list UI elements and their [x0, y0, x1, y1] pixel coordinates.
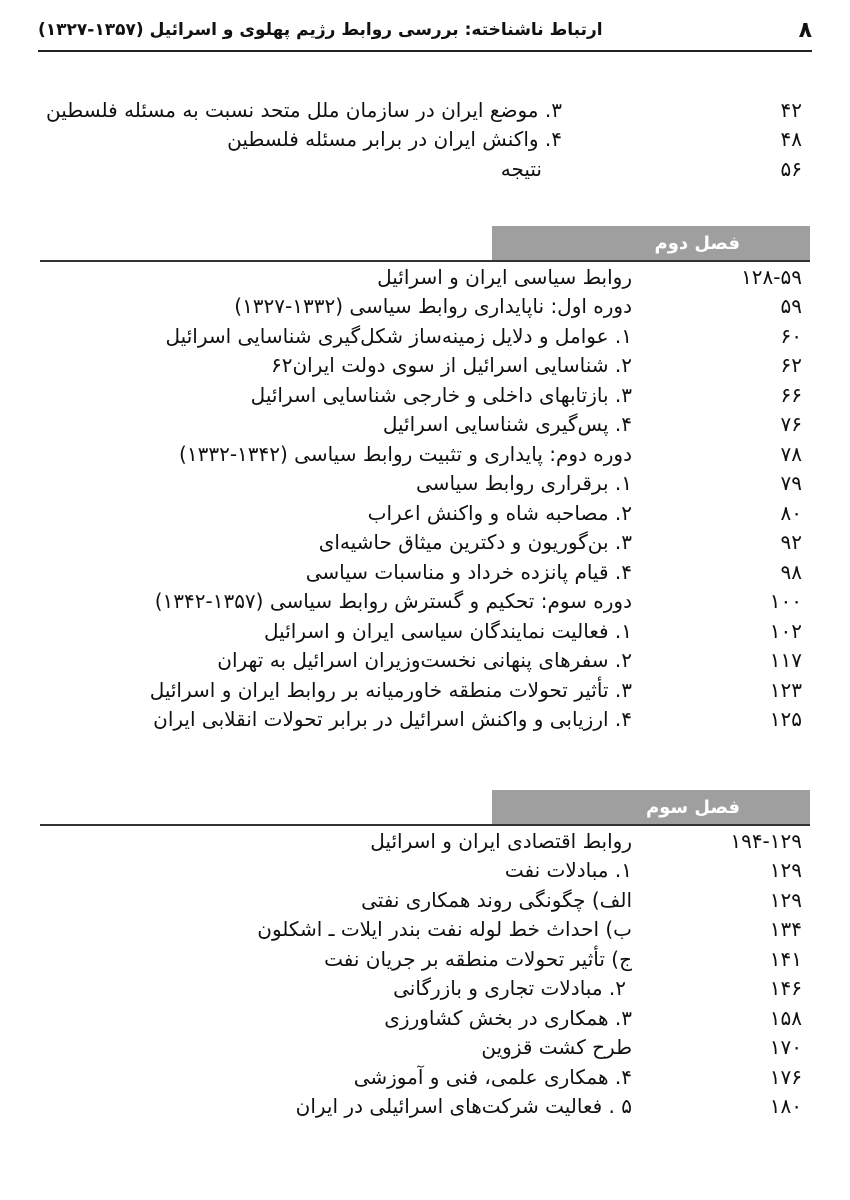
toc-title: روابط سیاسی ایران و اسرائیل	[377, 264, 632, 289]
toc-page: ۹۲	[780, 530, 802, 555]
toc-entry	[40, 292, 810, 322]
toc-page: ۹۸	[780, 559, 802, 584]
chapter-heading	[492, 226, 810, 260]
toc-title: ۲. شناسایی اسرائیل از سوی دولت ایران۶۲	[270, 353, 632, 378]
toc-entry	[40, 410, 810, 440]
toc-entry	[40, 616, 810, 646]
toc-intro	[40, 95, 810, 184]
toc-title: ۴. همکاری علمی، فنی و آموزشی	[353, 1064, 632, 1089]
toc-page: ۱۷۶	[769, 1064, 802, 1089]
toc-entry	[40, 154, 810, 184]
toc-entry	[40, 1033, 810, 1063]
toc-page: ۶۶	[780, 382, 802, 407]
toc-title: ۳. تأثیر تحولات منطقه خاورمیانه بر روابط ایران و اسرائیل	[149, 677, 632, 702]
toc-entry	[40, 587, 810, 617]
toc-page: ۱۳۴	[769, 917, 802, 942]
running-title: ارتباط ناشناخته: بررسی روابط رژیم پهلوی و اسرائیل (۱۳۵۷-۱۳۲۷)	[38, 20, 603, 40]
toc-page: ۱۹۴-۱۲۹	[730, 828, 802, 853]
toc-title: ب) احداث خط لوله نفت بندر ایلات ـ اشکلون	[257, 917, 632, 942]
toc-page: ۱۴۶	[769, 976, 802, 1001]
toc-title: ۱. برقراری روابط سیاسی	[416, 471, 632, 496]
toc-entry	[40, 125, 810, 155]
toc-entry	[40, 974, 810, 1004]
toc-title: ۱. فعالیت نمایندگان سیاسی ایران و اسرائیل	[264, 618, 632, 643]
toc-title: روابط اقتصادی ایران و اسرائیل	[370, 828, 632, 853]
toc-page: ۶۰	[780, 323, 802, 348]
toc-page: ۷۹	[780, 471, 802, 496]
toc-page: ۶۲	[780, 353, 802, 378]
toc-page: ۱۲۸-۵۹	[741, 264, 802, 289]
toc-title: ۳. بازتابهای داخلی و خارجی شناسایی اسرائیل	[250, 382, 632, 407]
toc-page: ۱۲۵	[769, 707, 802, 732]
toc-page: ۱۱۷	[769, 648, 802, 673]
toc-page: ۴۸	[780, 127, 802, 152]
toc-title: ۱. مبادلات نفت	[504, 858, 632, 883]
toc-entry	[40, 1062, 810, 1092]
toc-title: ۳. موضع ایران در سازمان ملل متحد نسبت به مسئله فلسطین	[46, 97, 562, 122]
toc-page: ۵۹	[780, 294, 802, 319]
toc-entry	[40, 262, 810, 292]
toc-page: ۱۴۱	[769, 946, 802, 971]
toc-entry	[40, 856, 810, 886]
toc-entry	[40, 944, 810, 974]
toc-entry	[40, 675, 810, 705]
toc-entry	[40, 1092, 810, 1122]
toc-title: ۲. سفرهای پنهانی نخست‌وزیران اسرائیل به تهران	[217, 648, 632, 673]
toc-page: ۱۷۰	[769, 1035, 802, 1060]
page-number: ۸	[798, 17, 812, 43]
chapter-heading	[492, 790, 810, 824]
toc-entry	[40, 705, 810, 735]
toc-entry	[40, 380, 810, 410]
toc-page: ۱۸۰	[769, 1094, 802, 1119]
toc-entry	[40, 498, 810, 528]
toc-page: ۱۲۳	[769, 677, 802, 702]
chapter-two-section	[40, 226, 810, 734]
toc-title: طرح کشت قزوین	[481, 1035, 632, 1060]
toc-title: ۴. واکنش ایران در برابر مسئله فلسطین	[227, 127, 562, 152]
toc-entry	[40, 469, 810, 499]
toc-title: ج) تأثیر تحولات منطقه بر جریان نفت	[324, 946, 632, 971]
toc-title: ۴. پس‌گیری شناسایی اسرائیل	[382, 412, 632, 437]
toc-page: ۸۰	[780, 500, 802, 525]
chapter-label: فصل سوم	[645, 796, 740, 818]
toc-entry	[40, 1003, 810, 1033]
toc-title: ۲. مصاحبه شاه و واکنش اعراب	[367, 500, 632, 525]
toc-page: ۱۵۸	[769, 1005, 802, 1030]
toc-entry	[40, 646, 810, 676]
chapter-label: فصل دوم	[654, 232, 740, 254]
toc-title: ۴. ارزیابی و واکنش اسرائیل در برابر تحولات انقلابی ایران	[153, 707, 632, 732]
toc-title: دوره سوم: تحکیم و گسترش روابط سیاسی (۱۳۵۷-۱۳۴۲)	[154, 589, 632, 614]
toc-title: دوره اول: ناپایداری روابط سیاسی (۱۳۳۲-۱۳۲۷)	[234, 294, 632, 319]
toc-entry	[40, 826, 810, 856]
toc-entry	[40, 528, 810, 558]
toc-page: ۷۸	[780, 441, 802, 466]
toc-title: ۵ . فعالیت شرکت‌های اسرائیلی در ایران	[295, 1094, 632, 1119]
toc-entry	[40, 915, 810, 945]
toc-entry	[40, 557, 810, 587]
toc-title: نتیجه	[500, 156, 542, 181]
toc-entry	[40, 321, 810, 351]
toc-title: ۲. مبادلات تجاری و بازرگانی	[393, 976, 626, 1001]
toc-page: ۱۰۰	[769, 589, 802, 614]
toc-page: ۱۲۹	[769, 858, 802, 883]
toc-entry	[40, 95, 810, 125]
toc-page: ۱۲۹	[769, 887, 802, 912]
page-header	[38, 10, 812, 52]
chapter-three-section	[40, 790, 810, 1121]
toc-page: ۱۰۲	[769, 618, 802, 643]
toc-entry	[40, 351, 810, 381]
toc-entry	[40, 439, 810, 469]
toc-title: ۳. همکاری در بخش کشاورزی	[384, 1005, 632, 1030]
toc-page: ۷۶	[780, 412, 802, 437]
toc-title: دوره دوم: پایداری و تثبیت روابط سیاسی (۱۳۴۲-۱۳۳۲)	[179, 441, 632, 466]
toc-title: الف) چگونگی روند همکاری نفتی	[361, 887, 632, 912]
toc-page: ۴۲	[780, 97, 802, 122]
toc-page: ۵۶	[780, 156, 802, 181]
toc-title: ۴. قیام پانزده خرداد و مناسبات سیاسی	[305, 559, 632, 584]
toc-title: ۱. عوامل و دلایل زمینه‌ساز شکل‌گیری شناسایی اسرائیل	[165, 323, 632, 348]
toc-entry	[40, 885, 810, 915]
toc-title: ۳. بن‌گوریون و دکترین میثاق حاشیه‌ای	[318, 530, 632, 555]
